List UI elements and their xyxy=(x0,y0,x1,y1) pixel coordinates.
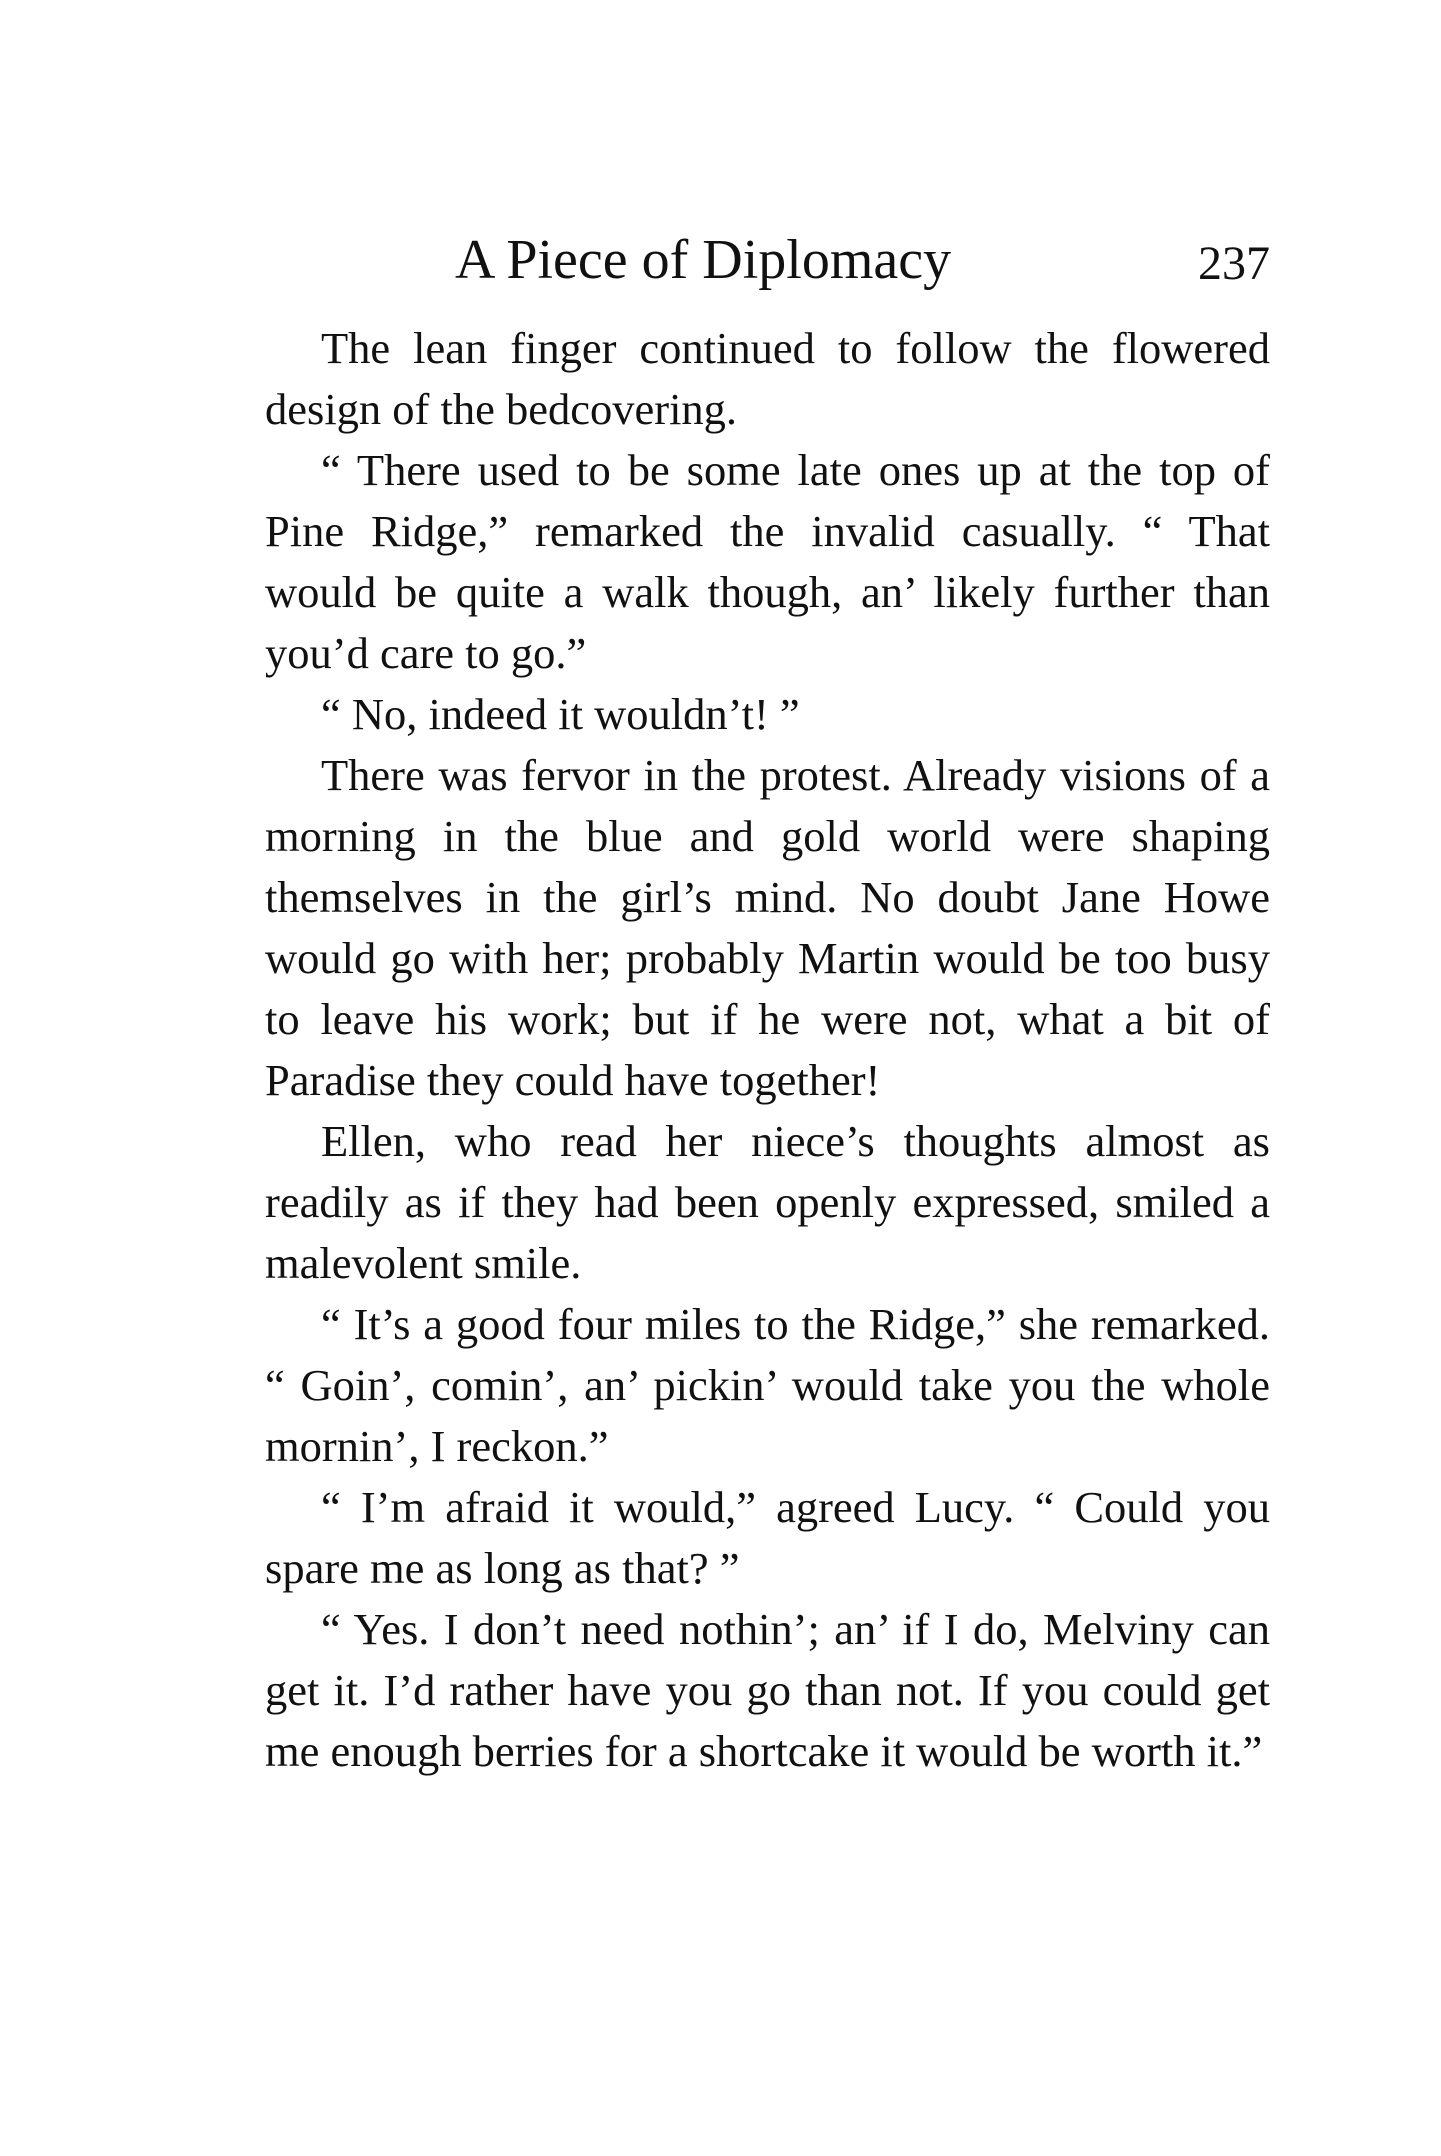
paragraph: Ellen, who read her niece’s thoughts almost as readily as if they had been openly expressed, smiled a malevolent smile. xyxy=(265,1116,1270,1288)
paragraph: “ I’m afraid it would,” agreed Lucy. “ Could you spare me as long as that? ” xyxy=(265,1482,1270,1593)
paragraph: “ It’s a good four miles to the Ridge,” she remarked. “ Goin’, comin’, an’ pickin’ would take you the whole mornin’, I reckon.” xyxy=(265,1299,1270,1471)
paragraph: “ Yes. I don’t need nothin’; an’ if I do, Melviny can get it. I’d rather have you go than not. If you could get me enough berries for a shortcake it would be worth it.” xyxy=(265,1604,1270,1776)
page-number: 237 xyxy=(1198,237,1270,290)
paragraph: “ There used to be some late ones up at the top of Pine Ridge,” remarked the invalid casually. “ That would be quite a walk though, an’ likely further than you’d care to go.” xyxy=(265,445,1270,678)
page-header xyxy=(265,220,1270,300)
paragraph: There was fervor in the protest. Already visions of a morning in the blue and gold world were shaping themselves in the girl’s mind. No doubt Jane Howe would go with her; probably Martin would be too busy to leave his work; but if he were not, what a bit of Paradise they could have together! xyxy=(265,750,1270,1105)
paragraph: The lean finger continued to follow the flowered design of the bedcovering. xyxy=(265,323,1270,434)
paragraph: “ No, indeed it wouldn’t! ” xyxy=(321,689,800,739)
running-title: A Piece of Diplomacy xyxy=(455,229,952,291)
body-text xyxy=(265,318,1270,1782)
